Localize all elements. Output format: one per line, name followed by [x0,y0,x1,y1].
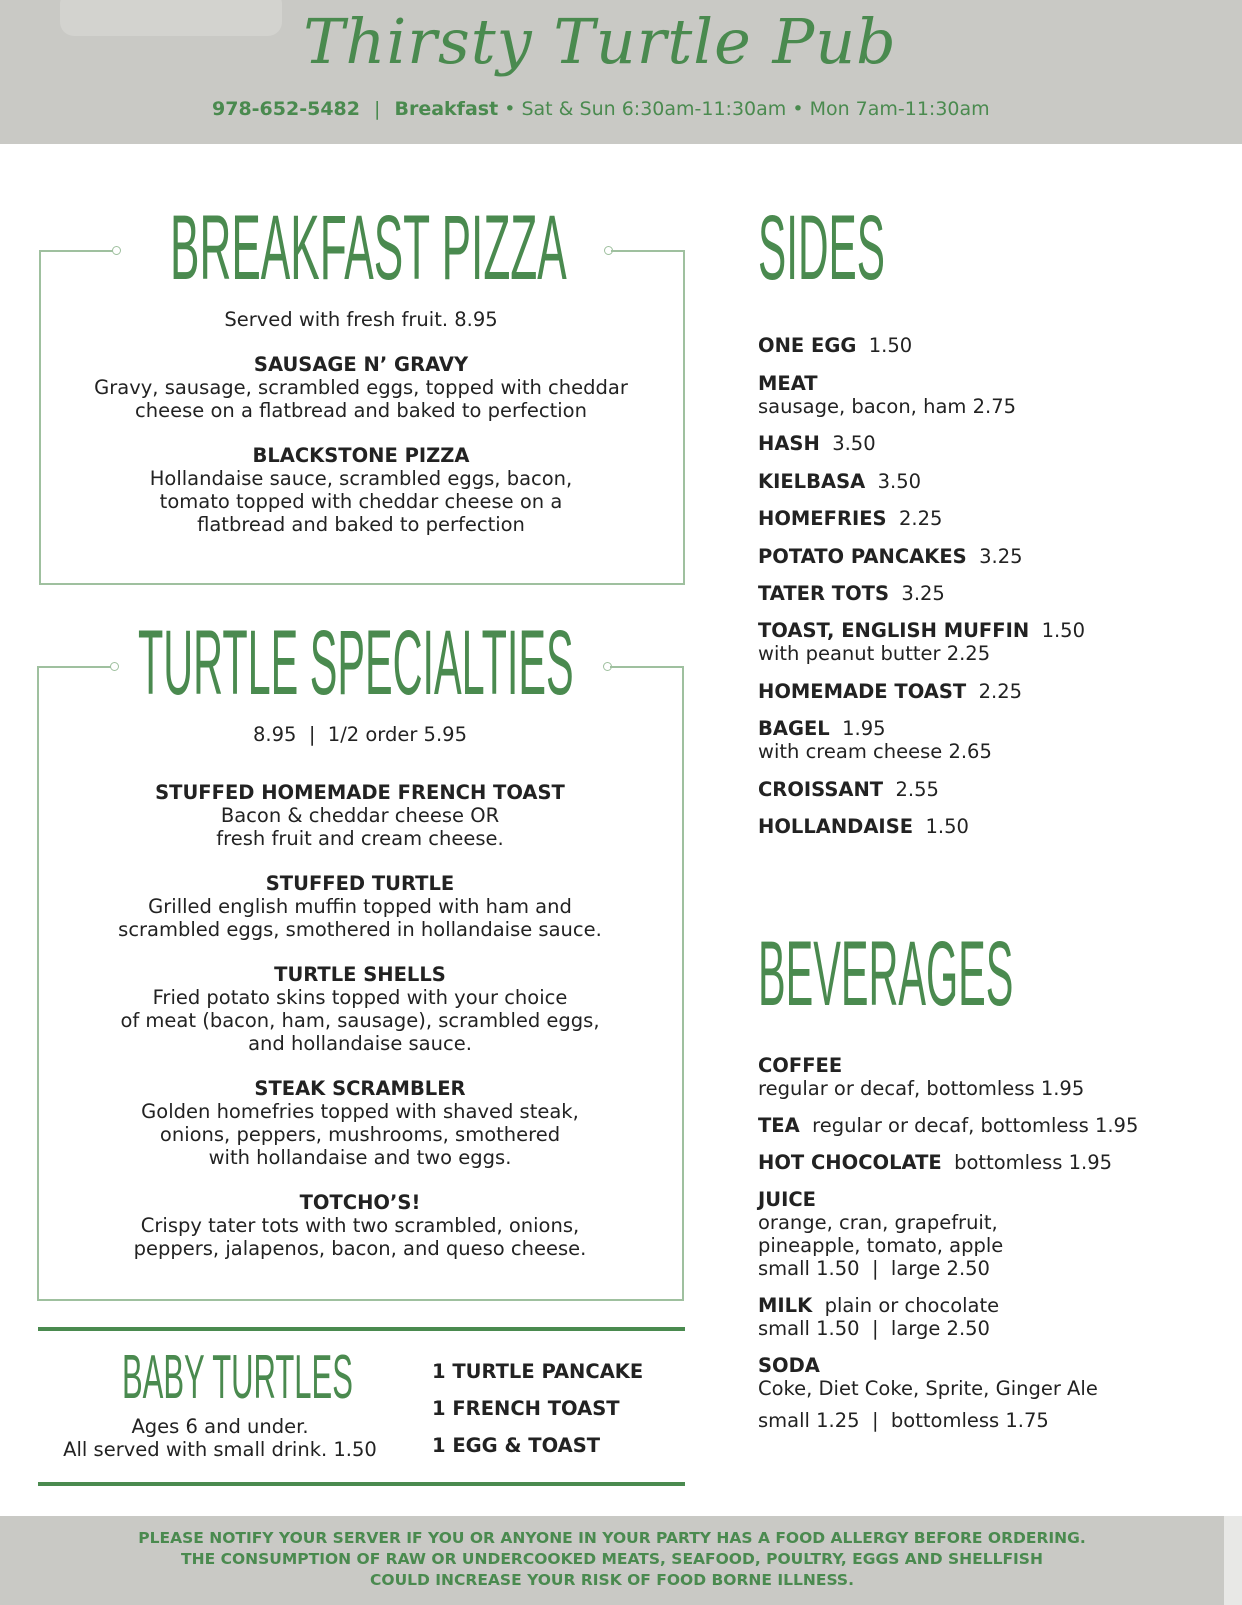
ts-box-left-top [37,666,113,668]
side-price: 1.50 [1041,619,1085,642]
side-name: KIELBASA [758,470,866,493]
bp-item-desc: tomato topped with cheddar cheese on a [159,490,563,513]
allergy-footer [0,1516,1224,1605]
side-row [758,717,886,740]
side-name: TATER TOTS [758,582,890,605]
bev-sub: small 1.25 | bottomless 1.75 [758,1409,1049,1432]
side-row [758,507,942,530]
ts-item-desc: Fried potato skins topped with your choice [152,986,568,1009]
bev-desc: bottomless 1.95 [954,1151,1113,1174]
ts-box-right [682,666,684,1301]
baby-turtles-top-rule [38,1327,685,1331]
side-name: TOAST, ENGLISH MUFFIN [758,619,1030,642]
side-name: HASH [758,432,820,455]
baby-item: 1 FRENCH TOAST [432,1397,620,1420]
baby-item: 1 EGG & TOAST [432,1434,601,1457]
bp-box-bottom [39,583,685,585]
bp-box-left [39,250,41,585]
meal-label: Breakfast [394,98,499,120]
contact-line [212,98,990,120]
bev-desc: plain or chocolate [824,1294,1000,1317]
bev-row [758,1188,816,1211]
side-row [758,470,921,493]
ts-item-desc: and hollandaise sauce. [248,1032,472,1055]
side-price: 1.50 [925,815,969,838]
bev-name: JUICE [758,1188,816,1211]
sides-title: SIDES [758,197,886,299]
breakfast-pizza-content [45,308,677,536]
contact-separator: | [374,98,381,120]
side-price: 1.50 [868,334,913,357]
bp-box-left-top [39,250,115,252]
baby-drink-note: All served with small drink. 1.50 [63,1438,377,1461]
ts-item-name: TOTCHO’S! [299,1191,421,1214]
side-sub: with peanut butter 2.25 [758,642,991,665]
ts-item-desc: Crispy tater tots with two scrambled, onions, [140,1214,580,1237]
ts-item-desc: Grilled english muffin topped with ham and [148,895,572,918]
bev-name: MILK [758,1294,813,1317]
side-price: 1.95 [842,717,886,740]
side-price: 3.25 [901,582,945,605]
bev-sub: Coke, Diet Coke, Sprite, Ginger Ale [758,1377,1098,1400]
ts-item-desc: scrambled eggs, smothered in hollandaise sauce. [118,918,602,941]
bev-name: HOT CHOCOLATE [758,1151,942,1174]
ts-item-name: TURTLE SHELLS [274,963,446,986]
ts-item-desc: of meat (bacon, ham, sausage), scrambled eggs, [120,1009,600,1032]
bev-row [758,1294,999,1317]
bev-row [758,1054,842,1077]
side-price: 2.55 [895,778,939,801]
bp-item-desc: flatbread and baked to perfection [197,513,525,536]
ts-box-bottom [37,1299,684,1301]
bev-desc: regular or decaf, bottomless 1.95 [812,1114,1139,1137]
turtle-specialties-title: TURTLE SPECIALTIES [138,612,574,714]
bp-box-right [683,250,685,585]
pub-title: Thirsty Turtle Pub [303,5,897,78]
ts-item-desc: onions, peppers, mushrooms, smothered [159,1123,561,1146]
ts-item-desc: peppers, jalapenos, bacon, and queso cheese. [133,1237,587,1260]
footer-edge [1224,1516,1242,1605]
bp-item-desc: Hollandaise sauce, scrambled eggs, bacon, [149,467,573,490]
ts-box-knob-left [110,662,119,671]
bev-row [758,1114,1138,1137]
baby-turtles-title: BABY TURTLES [122,1343,353,1412]
side-row [758,680,1022,703]
ts-item-desc: Bacon & cheddar cheese OR [220,804,500,827]
bev-sub: small 1.50 | large 2.50 [758,1317,990,1340]
side-name: BAGEL [758,717,830,740]
side-sub: sausage, bacon, ham 2.75 [758,395,1017,418]
side-name: HOMEMADE TOAST [758,680,967,703]
bev-name: COFFEE [758,1054,843,1077]
side-name: ONE EGG [758,334,857,357]
side-price: 2.25 [978,680,1023,703]
baby-turtles-note [45,1415,395,1461]
ts-item-desc: with hollandaise and two eggs. [208,1146,512,1169]
ts-box-right-top [610,666,684,668]
hours-text: • Sat & Sun 6:30am-11:30am • Mon 7am-11:30am [504,98,990,120]
side-price: 3.50 [877,470,922,493]
side-name: HOLLANDAISE [758,815,914,838]
side-row [758,582,945,605]
baby-item: 1 TURTLE PANCAKE [432,1360,644,1383]
bev-sub: orange, cran, grapefruit, [758,1211,998,1234]
side-row [758,432,876,455]
ts-item-name: STEAK SCRAMBLER [254,1077,466,1100]
header-banner [0,0,1242,144]
side-name: HOMEFRIES [758,507,887,530]
ts-box-left [37,666,39,1301]
side-name: CROISSANT [758,778,884,801]
breakfast-pizza-title: BREAKFAST PIZZA [170,197,567,299]
bp-item-name: BLACKSTONE PIZZA [252,444,470,467]
bev-sub: pineapple, tomato, apple [758,1234,1004,1257]
bp-item-desc: cheese on a flatbread and baked to perfection [135,399,587,422]
allergy-line: COULD INCREASE YOUR RISK OF FOOD BORNE ILLNESS. [370,1571,854,1589]
bev-sub: small 1.50 | large 2.50 [758,1257,990,1280]
baby-age-note: Ages 6 and under. [131,1415,309,1438]
turtle-specialties-content [42,723,678,1260]
bp-item-desc: Gravy, sausage, scrambled eggs, topped with cheddar [94,376,628,399]
bev-name: SODA [758,1354,820,1377]
bp-box-knob-left [112,246,121,255]
side-row [758,545,1023,568]
ts-subtitle: 8.95 | 1/2 order 5.95 [253,723,467,746]
bp-subtitle: Served with fresh fruit. 8.95 [224,308,498,331]
allergy-line: THE CONSUMPTION OF RAW OR UNDERCOOKED MEATS, SEAFOOD, POULTRY, EGGS AND SHELLFISH [181,1550,1043,1568]
side-sub: with cream cheese 2.65 [758,740,992,763]
side-row [758,334,912,357]
ts-item-desc: Golden homefries topped with shaved steak, [141,1100,579,1123]
ts-item-name: STUFFED HOMEMADE FRENCH TOAST [155,781,565,804]
side-row [758,372,818,395]
bp-item-name: SAUSAGE N’ GRAVY [253,353,469,376]
bev-row [758,1151,1112,1174]
side-name: POTATO PANCAKES [758,545,967,568]
bev-name: TEA [758,1114,800,1137]
bev-sub: regular or decaf, bottomless 1.95 [758,1077,1085,1100]
side-row [758,815,969,838]
ts-item-desc: fresh fruit and cream cheese. [216,827,504,850]
side-name: MEAT [758,372,818,395]
ts-item-name: STUFFED TURTLE [265,872,455,895]
side-price: 3.50 [832,432,876,455]
side-price: 3.25 [979,545,1023,568]
side-price: 2.25 [898,507,943,530]
bev-row [758,1354,820,1377]
phone-number: 978-652-5482 [212,98,360,120]
baby-turtles-bottom-rule [38,1482,685,1486]
beverages-title: BEVERAGES [758,923,1014,1025]
allergy-notice [0,1528,1224,1591]
side-row [758,778,939,801]
bp-box-right-top [611,250,685,252]
allergy-line: PLEASE NOTIFY YOUR SERVER IF YOU OR ANYONE IN YOUR PARTY HAS A FOOD ALLERGY BEFORE ORDERING. [138,1529,1086,1547]
side-row [758,619,1085,642]
